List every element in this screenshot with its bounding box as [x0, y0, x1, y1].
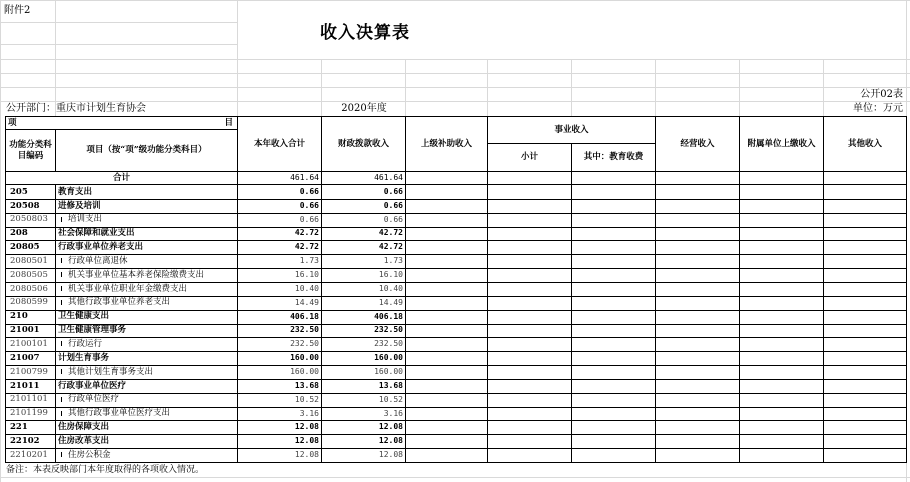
row-fiscal: 0.66: [383, 186, 403, 196]
indent-marker: [61, 411, 62, 416]
row-total: 14.49: [294, 297, 319, 307]
row-total: 232.50: [290, 339, 319, 349]
row-total: 1.73: [299, 256, 319, 266]
header-item-right: 目: [224, 117, 233, 128]
header-item: 项: [8, 117, 17, 128]
row-total: 12.08: [294, 422, 319, 432]
header-total: 本年收入合计: [253, 138, 305, 149]
row-name: 其他行政事业单位养老支出: [68, 297, 171, 308]
gridline: [571, 59, 572, 116]
row-total: 0.66: [299, 214, 319, 224]
footnote: 备注：本表反映部门本年度取得的各项收入情况。: [6, 464, 205, 475]
row-total: 406.18: [290, 311, 319, 321]
row-name: 社会保障和就业支出: [58, 228, 135, 239]
gridline: [0, 73, 910, 74]
row-name: 卫生健康支出: [58, 311, 110, 322]
row-total: 0.66: [299, 200, 319, 210]
row-code: 205: [10, 186, 28, 197]
total-row-fiscal: 461.64: [374, 173, 403, 182]
row-fiscal: 10.52: [378, 394, 403, 404]
row-code: 20805: [10, 242, 40, 253]
row-name: 机关事业单位基本养老保险缴费支出: [68, 269, 205, 280]
gridline: [0, 22, 237, 23]
row-name: 行政运行: [68, 339, 103, 350]
row-fiscal: 160.00: [374, 366, 403, 376]
header-business: 事业收入: [554, 124, 589, 135]
row-name: 行政单位医疗: [68, 394, 120, 405]
indent-marker: [61, 397, 62, 402]
row-fiscal: 16.10: [378, 270, 403, 280]
row-total: 13.68: [294, 380, 319, 390]
row-fiscal: 232.50: [374, 325, 403, 335]
header-superior: 上级补助收入: [420, 138, 472, 149]
indent-marker: [61, 272, 62, 277]
row-fiscal: 42.72: [378, 228, 403, 238]
row-total: 16.10: [294, 270, 319, 280]
row-code: 210: [10, 311, 28, 322]
total-row-label: 合计: [112, 172, 130, 183]
indent-marker: [61, 300, 62, 305]
row-name: 其他计划生育事务支出: [68, 366, 154, 377]
row-code: 2100101: [10, 339, 48, 350]
row-code: 2101101: [10, 394, 48, 405]
gridline: [237, 0, 238, 116]
year-label: 2020年度: [341, 102, 387, 114]
row-code: 21001: [10, 325, 40, 336]
row-code: 2080501: [10, 255, 48, 266]
row-name: 住房改革支出: [58, 435, 110, 446]
row-name: 卫生健康管理事务: [58, 325, 127, 336]
row-total: 10.40: [294, 283, 319, 293]
row-code: 221: [10, 422, 28, 433]
table-border: [571, 143, 572, 463]
row-fiscal: 10.40: [378, 283, 403, 293]
row-total: 160.00: [290, 366, 319, 376]
row-total: 160.00: [290, 353, 319, 363]
row-fiscal: 1.73: [383, 256, 403, 266]
row-code: 2210201: [10, 449, 48, 460]
header-subtotal: 小计: [520, 152, 538, 163]
row-name: 行政单位离退休: [68, 255, 128, 266]
header-other: 其他收入: [847, 138, 882, 149]
header-edu: 其中：教育收费: [583, 152, 644, 163]
header-code: 功能分类科目编码: [9, 139, 52, 161]
gridline: [0, 0, 910, 1]
row-code: 21007: [10, 352, 40, 363]
row-name: 行政事业单位养老支出: [58, 242, 144, 253]
attachment-label: 附件2: [4, 5, 31, 16]
row-fiscal: 232.50: [374, 339, 403, 349]
row-total: 42.72: [294, 228, 319, 238]
indent-marker: [61, 452, 62, 457]
row-name: 计划生育事务: [58, 352, 110, 363]
row-code: 2080599: [10, 297, 48, 308]
row-code: 20508: [10, 200, 40, 211]
row-name: 住房保障支出: [58, 422, 110, 433]
row-code: 22102: [10, 435, 40, 446]
gridline: [739, 59, 740, 116]
row-code: 2080506: [10, 283, 48, 294]
row-code: 2101199: [10, 408, 48, 419]
unit-label: 单位：万元: [853, 102, 903, 114]
row-total: 12.08: [294, 436, 319, 446]
row-name: 行政事业单位医疗: [58, 380, 127, 391]
row-fiscal: 160.00: [374, 353, 403, 363]
row-total: 12.08: [294, 450, 319, 460]
gridline: [0, 44, 237, 45]
row-fiscal: 13.68: [378, 380, 403, 390]
header-name: 项目（按“项”级功能分类科目）: [86, 145, 207, 156]
row-total: 3.16: [299, 408, 319, 418]
row-fiscal: 12.08: [378, 422, 403, 432]
gridline: [0, 0, 1, 482]
department-label: 公开部门：重庆市计划生育协会: [6, 102, 146, 114]
row-fiscal: 12.08: [378, 450, 403, 460]
row-code: 2050803: [10, 214, 48, 225]
row-fiscal: 42.72: [378, 242, 403, 252]
row-name: 其他行政事业单位医疗支出: [68, 408, 171, 419]
gridline: [655, 59, 656, 116]
gridline: [0, 59, 910, 60]
row-total: 0.66: [299, 186, 319, 196]
table-border: [906, 116, 907, 463]
row-name: 进修及培训: [58, 200, 101, 211]
gridline: [0, 87, 910, 88]
row-name: 培训支出: [68, 214, 103, 225]
row-fiscal: 406.18: [374, 311, 403, 321]
row-name: 机关事业单位职业年金缴费支出: [68, 283, 188, 294]
row-fiscal: 12.08: [378, 436, 403, 446]
row-total: 10.52: [294, 394, 319, 404]
row-name: 教育支出: [58, 186, 93, 197]
gridline: [0, 477, 910, 478]
row-code: 2100799: [10, 366, 48, 377]
row-fiscal: 0.66: [383, 200, 403, 210]
indent-marker: [61, 341, 62, 346]
header-operation: 经营收入: [680, 138, 715, 149]
gridline: [487, 59, 488, 116]
header-fiscal: 财政拨款收入: [337, 138, 389, 149]
row-fiscal: 14.49: [378, 297, 403, 307]
page-title: 收入决算表: [320, 22, 410, 43]
row-fiscal: 3.16: [383, 408, 403, 418]
indent-marker: [61, 217, 62, 222]
indent-marker: [61, 369, 62, 374]
header-affiliated: 附属单位上缴收入: [747, 138, 816, 149]
row-fiscal: 0.66: [383, 214, 403, 224]
total-row-total: 461.64: [290, 173, 319, 182]
row-code: 2080505: [10, 269, 48, 280]
indent-marker: [61, 258, 62, 263]
indent-marker: [61, 286, 62, 291]
row-code: 21011: [10, 380, 40, 391]
row-code: 208: [10, 228, 28, 239]
row-name: 住房公积金: [68, 449, 111, 460]
table-id-label: 公开02表: [860, 88, 903, 100]
row-total: 232.50: [290, 325, 319, 335]
row-total: 42.72: [294, 242, 319, 252]
